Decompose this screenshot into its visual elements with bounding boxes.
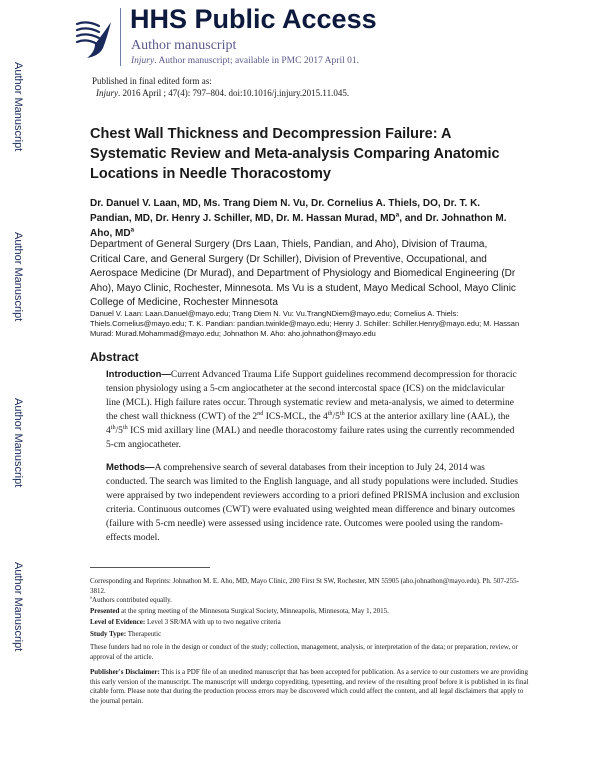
footnote-disclaimer: Publisher's Disclaimer: This is a PDF file of an unedited manuscript that has been accepted for publication. As a service to our customers we are providing this early version of the manuscript. The manuscript will undergo copyediting, typesetting, and review of the resulting proof before it is published in its final citable form. Please note that during the production process errors may be discovered which could affect the content, and all legal disclaimers that apply to the journal pertain. xyxy=(90,668,529,705)
header-divider xyxy=(120,8,121,66)
sidebar-author-manuscript-1: Author Manuscript xyxy=(12,62,24,152)
sidebar-author-manuscript-2: Author Manuscript xyxy=(12,232,24,322)
footnote-presented: Presented at the spring meeting of the Minnesota Surgical Society, Minneapolis, Minnesota, May 1, 2015. xyxy=(90,607,389,615)
article-title: Chest Wall Thickness and Decompression Failure: A Systematic Review and Meta-analysis Comparing Anatomic Locations in Needle Thoracostomy xyxy=(90,126,500,182)
abstract-introduction: Introduction—Current Advanced Trauma Life Support guidelines recommend decompression for thoracic tension physiology using a 5-cm angiocatheter at the second intercostal space (ICS) on the midclavicular line (MCL). High failure rates occur. Through systematic review and meta-analysis, we aimed to determine the chest wall thickness (CWT) of the 2nd ICS-MCL, the 4th/5th ICS at the anterior axillary line (AAL), the 4th/5th ICS mid axillary line (MAL) and needle thoracostomy failure rates using the currently recommended 5-cm angiocatheter. xyxy=(106,369,517,450)
author-manuscript-subtitle: Author manuscript xyxy=(131,38,237,53)
footnote-corresponding: Corresponding and Reprints: Johnathon M. E. Aho, MD, Mayo Clinic, 200 First St SW, Rochester, MN 55905 (aho.johnathon@mayo.edu). Ph. 507-255-3812. $^a$Authors contributed equally. xyxy=(90,577,519,604)
sidebar-author-manuscript-4: Author Manuscript xyxy=(12,562,24,652)
author-emails: Danuel V. Laan: Laan.Danuel@mayo.edu; Trang Diem N. Vu: Vu.TrangNDiem@mayo.edu; Cornelius A. Thiels: Thiels.Cornelius@mayo.edu; T. K. Pandian: pandian.twinkle@mayo.edu; Henry J. Schiller: Schiller.Henry@mayo.edu; M. Hassan Murad: Murad.Mohammad@mayo.edu; Johnathon M. Aho: aho.johnathon@mayo.edu xyxy=(90,309,520,338)
published-in-label: Published in final edited form as: xyxy=(92,76,212,86)
footnote-funders: These funders had no role in the design or conduct of the study; collection, management, analysis, or interpretation of the data; or preparation, review, or approval of the article. xyxy=(90,643,518,661)
sidebar-author-manuscript-3: Author Manuscript xyxy=(12,398,24,488)
publication-details: Injury. 2016 April ; 47(4): 797–804. doi:10.1016/j.injury.2015.11.045. xyxy=(96,88,350,98)
availability-citation: Injury. Author manuscript; available in PMC 2017 April 01. xyxy=(131,56,359,66)
hhs-public-access-title: HHS Public Access xyxy=(130,4,377,34)
abstract-heading: Abstract xyxy=(90,350,139,364)
abstract-methods: Methods—A comprehensive search of several databases from their inception to July 24, 2014 was conducted. The search was limited to the English language, and all study populations were included. Studies were appraised by two independent reviewers according to a priori defined PRISMA inclusion and exclusion criteria. Continuous outcomes (CWT) were evaluated using weighted mean difference and binary outcomes (failure with 5-cm needle) were assessed using incidence rate. Outcomes were pooled using the random-effects model. xyxy=(106,462,520,543)
footnote-separator xyxy=(90,567,210,568)
author-list: Dr. Danuel V. Laan, MD, Ms. Trang Diem N. Vu, Dr. Cornelius A. Thiels, DO, Dr. T. K. Pandian, MD, Dr. Henry J. Schiller, MD, Dr. M. Hassan Murad, $MD^a$, and Dr. Johnathon M. Aho, $MD^a$ xyxy=(90,198,507,239)
hhs-eagle-logo-icon xyxy=(73,14,113,60)
footnote-evidence: Level of Evidence: Level 3 SR/MA with up to two negative criteria xyxy=(90,618,281,626)
footnote-study-type: Study Type: Therapeutic xyxy=(90,630,162,638)
author-affiliations: Department of General Surgery (Drs Laan, Thiels, Pandian, and Aho), Division of Trauma, Critical Care, and General Surgery (Dr Schiller), Division of Preventive, Occupational, and Aerospace Medicine (Dr Murad), and Department of Physiology and Biomedical Engineering (Dr Aho), Mayo Clinic, Rochester, Minnesota. Ms Vu is a student, Mayo Medical School, Mayo Clinic College of Medicine, Rochester Minnesota xyxy=(90,239,516,308)
